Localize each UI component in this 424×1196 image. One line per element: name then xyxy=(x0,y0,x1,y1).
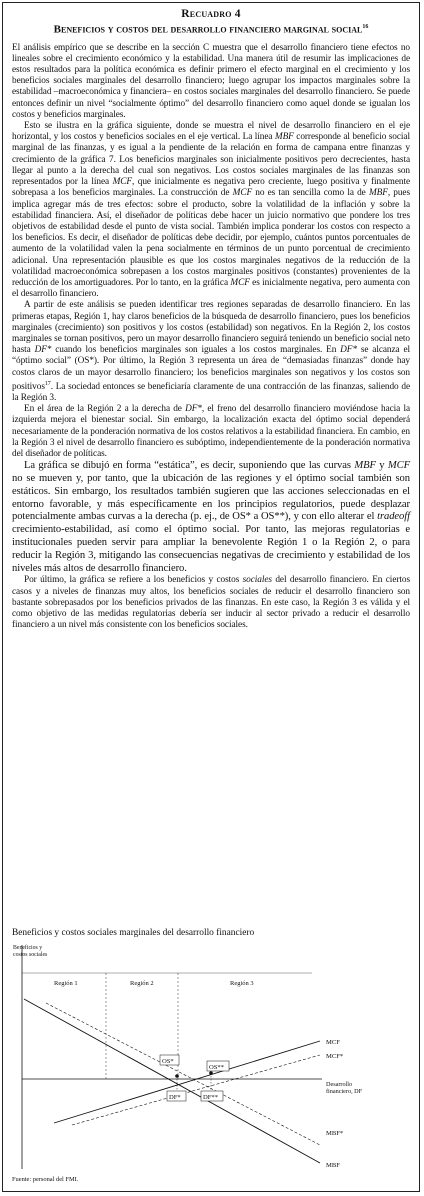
text-run: Por último, la gráfica se refiere a los beneficios y costos xyxy=(24,575,243,586)
text-run: se alcanza el “óptimo social” (OS*). Por último, la Región 3 representa un área de “demasiadas finanzas” donde hay costos claros de un mayor desarrollo financiero; los beneficios marginales son negativos y los costos son positivos xyxy=(12,345,411,392)
box-heading-text: Beneficios y costos del desarrollo financiero marginal social xyxy=(53,23,363,36)
region-3-label: Región 3 xyxy=(230,980,254,987)
body-paragraph-6 xyxy=(12,575,410,631)
box-panel xyxy=(2,2,420,1192)
box-heading xyxy=(3,21,419,37)
italic-term: DF* xyxy=(340,345,357,356)
figure-title: Beneficios y costos sociales marginales del desarrollo financiero xyxy=(12,928,255,938)
region-2-label: Región 2 xyxy=(130,980,154,987)
text-run: del desarrollo financiero. En ciertos casos y a niveles de finanzas muy altos, los beneficios sociales de reducir el desarrollo financiero son bastante sobrepasados por los beneficios privados de las finanzas. En este caso, la Región 3 es válida y el como objetivo de las medidas regulatorias debería ser inducir al sector privado a reducir el desarrollo financiero a un nivel más consistente con los beneficios sociales. xyxy=(12,575,410,631)
body-paragraph-5 xyxy=(12,460,410,575)
italic-term: MCF xyxy=(230,277,250,288)
text-run: , pues implica agregar más de tres efectos: sobre el producto, sobre la volatilidad de la inflación y sobre la estabilidad financiera. Así, el diseñador de políticas debe hacer un juicio normativo que pondere los tres objetivos de estabilidad desde el punto de vista social. También implica ponderar los costos con respecto a los beneficios. Es decir, el diseñador de políticas debe decidir, por ejemplo, cuántos puntos porcentuales de aumento de la volatilidad valen la pena socialmente en términos de un punto porcentual de crecimiento adicional. Una representación plausible es que los costos marginales negativos de la reducción de la volatilidad macroeconómica sobrepasen a los costos marginales positivos (constantes) provenientes de la reducción de los amortiguadores. Por lo tanto, en la gráfica xyxy=(12,188,411,288)
body-paragraph-1 xyxy=(12,43,410,121)
italic-term: MBF xyxy=(354,460,376,472)
df-double-star-label: DF** xyxy=(203,1094,219,1101)
italic-term: MCF xyxy=(112,177,132,188)
figure xyxy=(12,927,412,1189)
box-body xyxy=(3,37,419,632)
text-run: A partir de este análisis se pueden identificar tres regiones separadas de desarrollo financiero. En las primeras etapas, Región 1, hay claros beneficios de la búsqueda de desarrollo financiero, pues los beneficios marginales (crecimiento) son positivos y los costos (estabilidad) son negativos. En la Región 2, los costos marginales se tornan positivos, pero un mayor desarrollo financiero seguirá teniendo un beneficio social neto hasta xyxy=(12,300,410,356)
region-1-label: Región 1 xyxy=(54,980,78,987)
os-star-label: OS* xyxy=(162,1058,174,1065)
italic-term: MCF xyxy=(387,460,410,472)
mbf-star-curve xyxy=(46,1003,320,1145)
box-kicker xyxy=(3,7,419,21)
y-axis-label-1: Beneficios y xyxy=(13,945,43,951)
body-paragraph-3 xyxy=(12,300,410,404)
text-run: El análisis empírico que se describe en la sección C muestra que el desarrollo financiero tiene efectos no lineales sobre el crecimiento económico y la estabilidad. Una manera útil de resumir las implicaciones de estos resultados para la política económica es definir primero el efecto marginal en el crecimiento y los beneficios sociales marginales del desarrollo financiero; luego agrupar los impactos marginales sobre la estabilidad –macroeconómica y financiera– en costos sociales marginales del desarrollo financiero. Se puede entonces definir un nivel “socialmente óptimo” del desarrollo financiero como aquel donde se igualan los costos y beneficios marginales. xyxy=(12,42,410,120)
italic-term: MBF xyxy=(368,188,388,199)
text-run: . La sociedad entonces se beneficiaría claramente de una contracción de las finanzas, saliendo de la Región 3. xyxy=(12,381,410,404)
text-run: no es tan sencilla como la de xyxy=(252,188,369,199)
italic-term: DF* xyxy=(34,345,52,356)
os-double-star-label: OS** xyxy=(209,1064,225,1071)
text-run: , el freno del desarrollo financiero moviéndose hacia la izquierda mejora el bienestar social. Sin embargo, la localización exacta del óptimo social dependerá necesariamente de la ponderación normativa de los costos relativos a la estabilidad financiera. En cambio, en la Región 3 el nivel de desarrollo financiero es subóptimo, independientemente de la ponderación normativa del diseñador de políticas. xyxy=(12,404,410,460)
box-title-block xyxy=(3,3,419,37)
figure-source-note: Fuente: personal del FMI. xyxy=(12,1176,79,1183)
text-run: , que inicialmente es negativa pero creciente, luego positiva y finalmente sobrepasa a los beneficios marginales. La construcción de xyxy=(12,177,410,199)
mbf-star-label: MBF* xyxy=(326,1130,344,1137)
text-run: crecimiento-estabilidad, así como el óptimo social. Por tanto, las mejoras regulatorias e institucionales pueden servir para ampliar la benevolente Región 1 o la Región 2, o para reducir la Región 3, mitigando las consecuencias negativas de crecimiento y estabilidad de los niveles más altos de desarrollo financiero. xyxy=(12,524,410,574)
footnote-ref: 16 xyxy=(362,24,369,30)
box-kicker-text: Recuadro 4 xyxy=(181,8,241,20)
italic-term: DF* xyxy=(185,404,202,415)
mcf-star-label: MCF* xyxy=(326,1053,344,1060)
italic-term: tradeoff xyxy=(377,511,410,523)
text-run: La gráfica se dibujó en forma “estática”, es decir, suponiendo que las curvas xyxy=(24,460,355,472)
x-axis-label-2: financiero, DF xyxy=(326,1088,363,1095)
italic-term: MBF xyxy=(274,132,294,143)
text-run: corresponde al beneficio social marginal de las finanzas, y es igual a la pendiente de la relación en forma de campana entre finanzas y crecimiento de la gráfica 7. Los beneficios marginales son inicialmente positivos pero decrecientes, hasta llegar al punto a la derecha del cual son negativos. Los costos sociales marginales de las finanzas son representados por la línea xyxy=(12,132,410,188)
body-paragraph-4 xyxy=(12,404,410,460)
text-run: no se mueven y, por tanto, que la ubicación de las regiones y el óptimo social también son estáticos. Sin embargo, los resultados también sugieren que las acciones seleccionadas en el entorno favorable, y más específicamente en los principios regulatorios, puede desplazar potencialmente ambas curvas a la derecha (p. ej., de OS* a OS**), y con ello alterar el xyxy=(12,473,410,523)
mcf-star-curve xyxy=(72,1055,320,1125)
text-run: es inicialmente negativa, pero aumenta con el desarrollo financiero. xyxy=(12,277,410,300)
text-run: y xyxy=(375,460,388,472)
y-axis-label-2: costos sociales xyxy=(13,952,48,958)
body-paragraph-2 xyxy=(12,121,410,300)
text-run: Esto se ilustra en la gráfica siguiente, donde se muestra el nivel de desarrollo financiero en el eje horizontal, y los costos y beneficios sociales en el eje vertical. La línea xyxy=(12,121,410,143)
mbf-curve xyxy=(24,999,320,1163)
text-run: En el área de la Región 2 a la derecha de xyxy=(24,404,186,415)
df-star-label: DF* xyxy=(169,1094,181,1101)
text-run: cuando los beneficios marginales son iguales a los costos marginales. En xyxy=(51,345,341,356)
mcf-curve xyxy=(54,1041,320,1123)
italic-term: MCF xyxy=(232,188,253,199)
footnote-ref: 17 xyxy=(44,380,51,387)
figure-chart xyxy=(12,941,412,1173)
mcf-label: MCF xyxy=(326,1039,340,1046)
mbf-label: MBF xyxy=(326,1162,340,1169)
x-axis-label-1: Desarrollo xyxy=(326,1081,353,1088)
italic-term: sociales xyxy=(242,575,272,586)
